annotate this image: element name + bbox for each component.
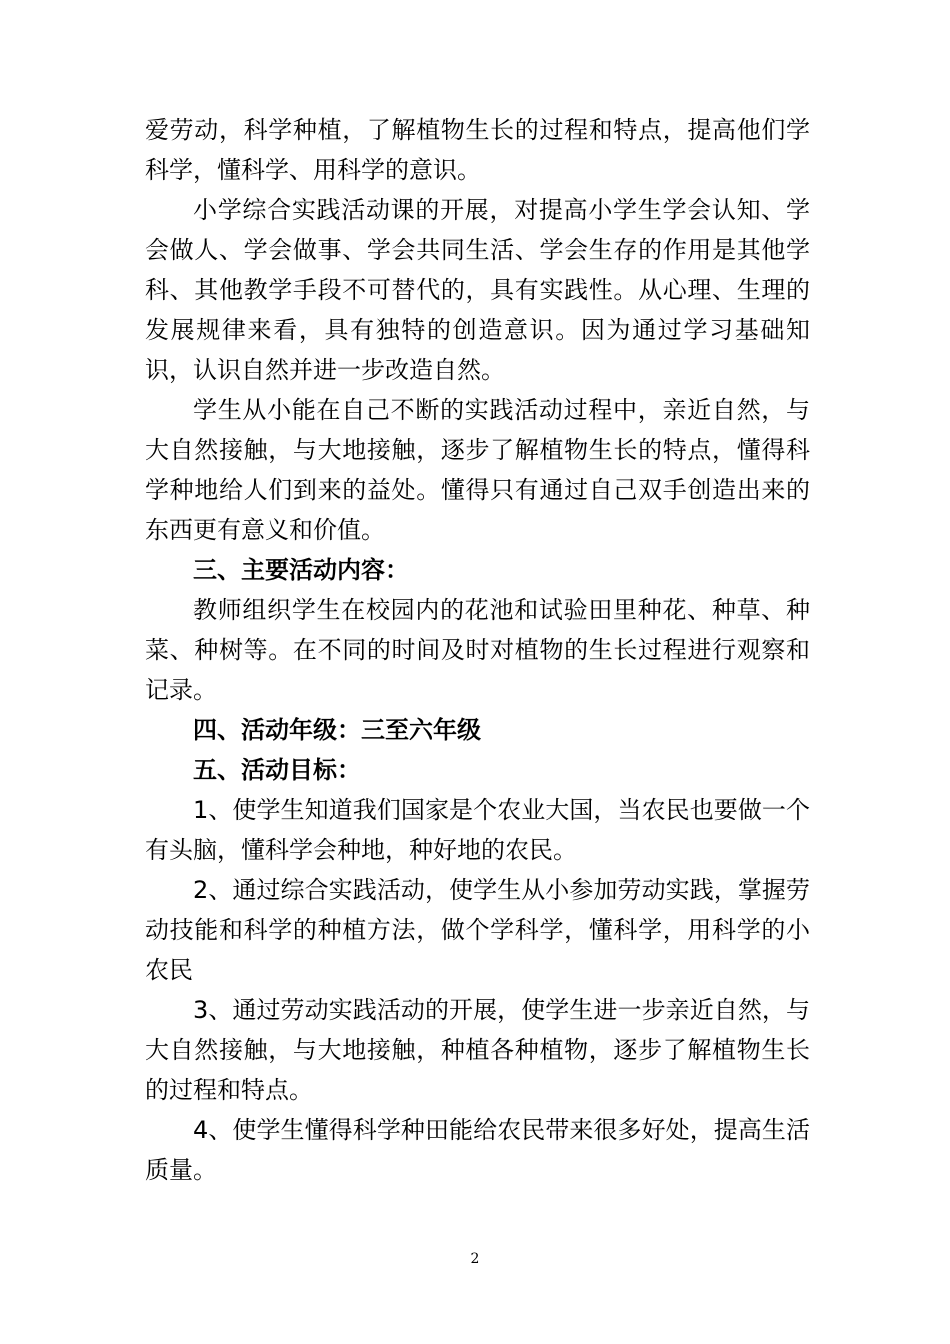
- paragraph-students-nature: 学生从小能在自己不断的实践活动过程中，亲近自然，与大自然接触，与大地接触，逐步了解植物生长的特点，懂得科学种地给人们到来的益处。懂得只有通过自己双手创造出来的东西更有意义和价值。: [145, 396, 810, 544]
- section-heading-goals: 五、活动目标：: [193, 756, 361, 784]
- paragraph-intro-continued: 爱劳动，科学种植，了解植物生长的过程和特点，提高他们学科学，懂科学、用科学的意识。: [145, 116, 810, 184]
- goal-item-2: 2、通过综合实践活动，使学生从小参加劳动实践，掌握劳动技能和科学的种植方法，做个学科学，懂科学，用科学的小农民: [145, 876, 810, 984]
- paragraph-main-content: 教师组织学生在校园内的花池和试验田里种花、种草、种菜、种树等。在不同的时间及时对植物的生长过程进行观察和记录。: [145, 596, 810, 704]
- document-body: [145, 110, 810, 1190]
- goal-item-1: 1、使学生知道我们国家是个农业大国，当农民也要做一个有头脑，懂科学会种地，种好地的农民。: [145, 796, 810, 864]
- page-number: 2: [470, 1251, 480, 1267]
- goal-item-4: 4、使学生懂得科学种田能给农民带来很多好处，提高生活质量。: [145, 1116, 810, 1184]
- paragraph-practice-activity: 小学综合实践活动课的开展，对提高小学生学会认知、学会做人、学会做事、学会共同生活、学会生存的作用是其他学科、其他教学手段不可替代的，具有实践性。从心理、生理的发展规律来看，具有独特的创造意识。因为通过学习基础知识，认识自然并进一步改造自然。: [145, 196, 810, 384]
- goal-item-3: 3、通过劳动实践活动的开展，使学生进一步亲近自然，与大自然接触，与大地接触，种植各种植物，逐步了解植物生长的过程和特点。: [145, 996, 810, 1104]
- section-heading-grade: 四、活动年级：三至六年级: [193, 716, 481, 744]
- section-heading-main-content: 三、主要活动内容：: [193, 556, 409, 584]
